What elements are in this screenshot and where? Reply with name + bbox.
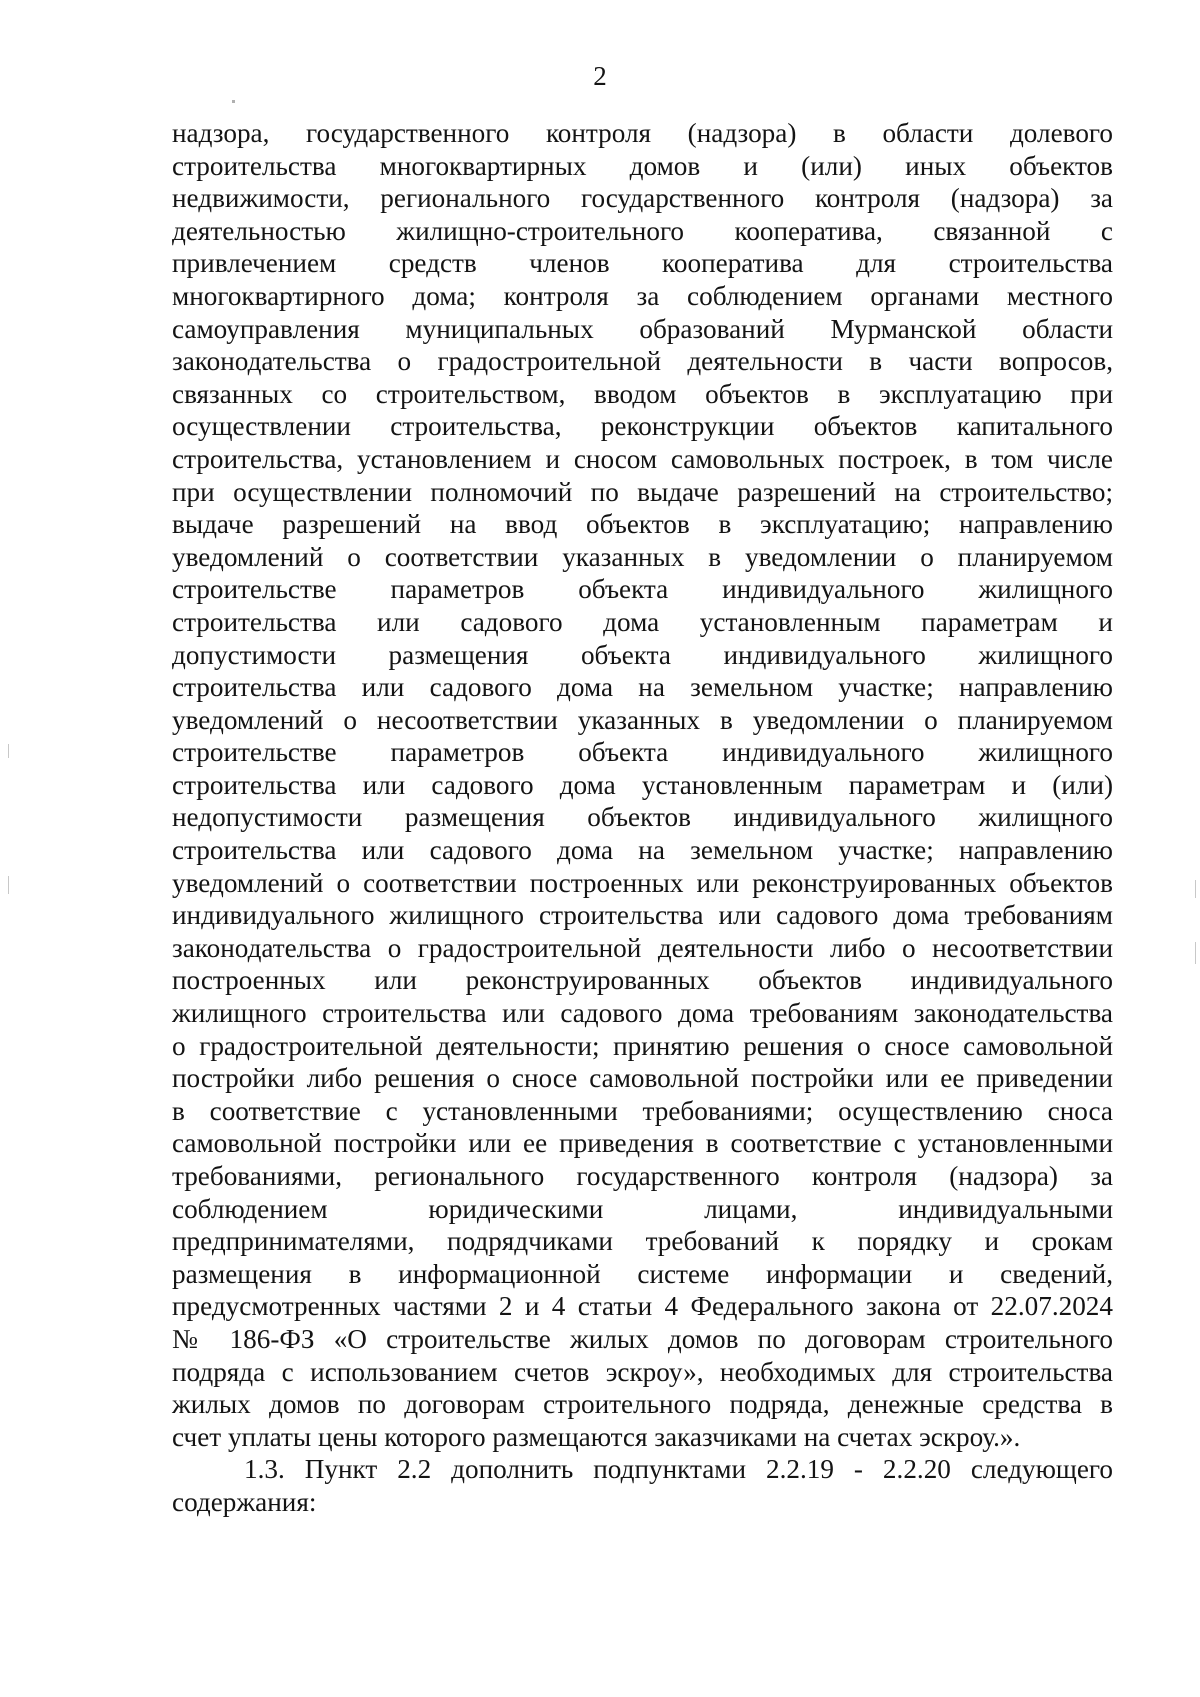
scan-mark <box>1195 880 1196 898</box>
text-line: № 186-ФЗ «О строительстве жилых домов по договорам строительного <box>172 1323 1113 1354</box>
text-line: индивидуального жилищного строительства или садового дома требованиям <box>172 900 1113 931</box>
text-line: надзора, государственного контроля (надзора) в области долевого <box>172 118 1113 148</box>
scan-mark <box>8 744 9 758</box>
text-line: строительства, установлением и сносом самовольных построек, в том числе <box>172 443 1113 474</box>
scan-mark <box>232 100 235 103</box>
text-line: самоуправления муниципальных образований Мурманской области <box>172 313 1113 344</box>
paragraph-end-line: счет уплаты цены которого размещаются заказчиками на счетах эскроу.». <box>172 1421 1021 1452</box>
text-line: жилищного строительства или садового дома требованиям законодательства <box>172 998 1113 1029</box>
paragraph-end-line: содержания: <box>172 1486 317 1517</box>
text-line: многоквартирного дома; контроля за соблюдением органами местного <box>172 280 1113 311</box>
text-line: осуществлении строительства, реконструкции объектов капитального <box>172 411 1113 442</box>
text-line: законодательства о градостроительной деятельности в части вопросов, <box>172 346 1113 377</box>
text-line: строительстве параметров объекта индивидуального жилищного <box>172 737 1113 768</box>
text-line: законодательства о градостроительной деятельности либо о несоответствии <box>172 932 1113 963</box>
text-line: уведомлений о соответствии построенных или реконструированных объектов <box>172 867 1113 898</box>
text-line: связанных со строительством, вводом объектов в эксплуатацию при <box>172 378 1113 409</box>
text-line: соблюдением юридическими лицами, индивидуальными <box>172 1193 1113 1224</box>
text-line: деятельностью жилищно-строительного кооператива, связанной с <box>172 215 1113 246</box>
text-line: подряда с использованием счетов эскроу», необходимых для строительства <box>172 1356 1113 1387</box>
paragraph-start-line: 1.3. Пункт 2.2 дополнить подпунктами 2.2.19 - 2.2.20 следующего <box>244 1454 1113 1485</box>
text-line: уведомлений о несоответствии указанных в уведомлении о планируемом <box>172 704 1113 735</box>
scan-mark <box>8 876 9 894</box>
document-body <box>172 117 1113 1519</box>
text-line: предпринимателями, подрядчиками требований к порядку и срокам <box>172 1226 1113 1257</box>
text-line: о градостроительной деятельности; принятию решения о сносе самовольной <box>172 1030 1113 1061</box>
text-line: уведомлений о соответствии указанных в уведомлении о планируемом <box>172 541 1113 572</box>
text-line: размещения в информационной системе информации и сведений, <box>172 1258 1113 1289</box>
text-line: недопустимости размещения объектов индивидуального жилищного <box>172 802 1113 833</box>
text-line: строительства многоквартирных домов и (или) иных объектов <box>172 150 1113 181</box>
text-line: самовольной постройки или ее приведения в соответствие с установленными <box>172 1128 1113 1159</box>
text-line: недвижимости, регионального государственного контроля (надзора) за <box>172 183 1113 214</box>
text-line: жилых домов по договорам строительного подряда, денежные средства в <box>172 1389 1113 1420</box>
text-line: строительстве параметров объекта индивидуального жилищного <box>172 574 1113 605</box>
text-line: допустимости размещения объекта индивидуального жилищного <box>172 639 1113 670</box>
page-number: 2 <box>593 61 607 91</box>
text-line: выдаче разрешений на ввод объектов в эксплуатацию; направлению <box>172 509 1113 540</box>
text-line: постройки либо решения о сносе самовольной постройки или ее приведении <box>172 1063 1113 1094</box>
text-line: строительства или садового дома на земельном участке; направлению <box>172 835 1113 866</box>
text-line: требованиями, регионального государственного контроля (надзора) за <box>172 1161 1113 1191</box>
text-line: в соответствие с установленными требованиями; осуществлению сноса <box>172 1095 1113 1126</box>
text-line: строительства или садового дома на земельном участке; направлению <box>172 672 1113 703</box>
text-line: при осуществлении полномочий по выдаче разрешений на строительство; <box>172 476 1113 507</box>
text-line: строительства или садового дома установленным параметрам и (или) <box>172 769 1113 800</box>
scan-mark <box>1195 942 1196 964</box>
text-line: привлечением средств членов кооператива для строительства <box>172 248 1113 279</box>
text-line: строительства или садового дома установленным параметрам и <box>172 606 1113 637</box>
text-line: построенных или реконструированных объектов индивидуального <box>172 965 1113 996</box>
text-line: предусмотренных частями 2 и 4 статьи 4 Федерального закона от 22.07.2024 <box>172 1291 1113 1322</box>
